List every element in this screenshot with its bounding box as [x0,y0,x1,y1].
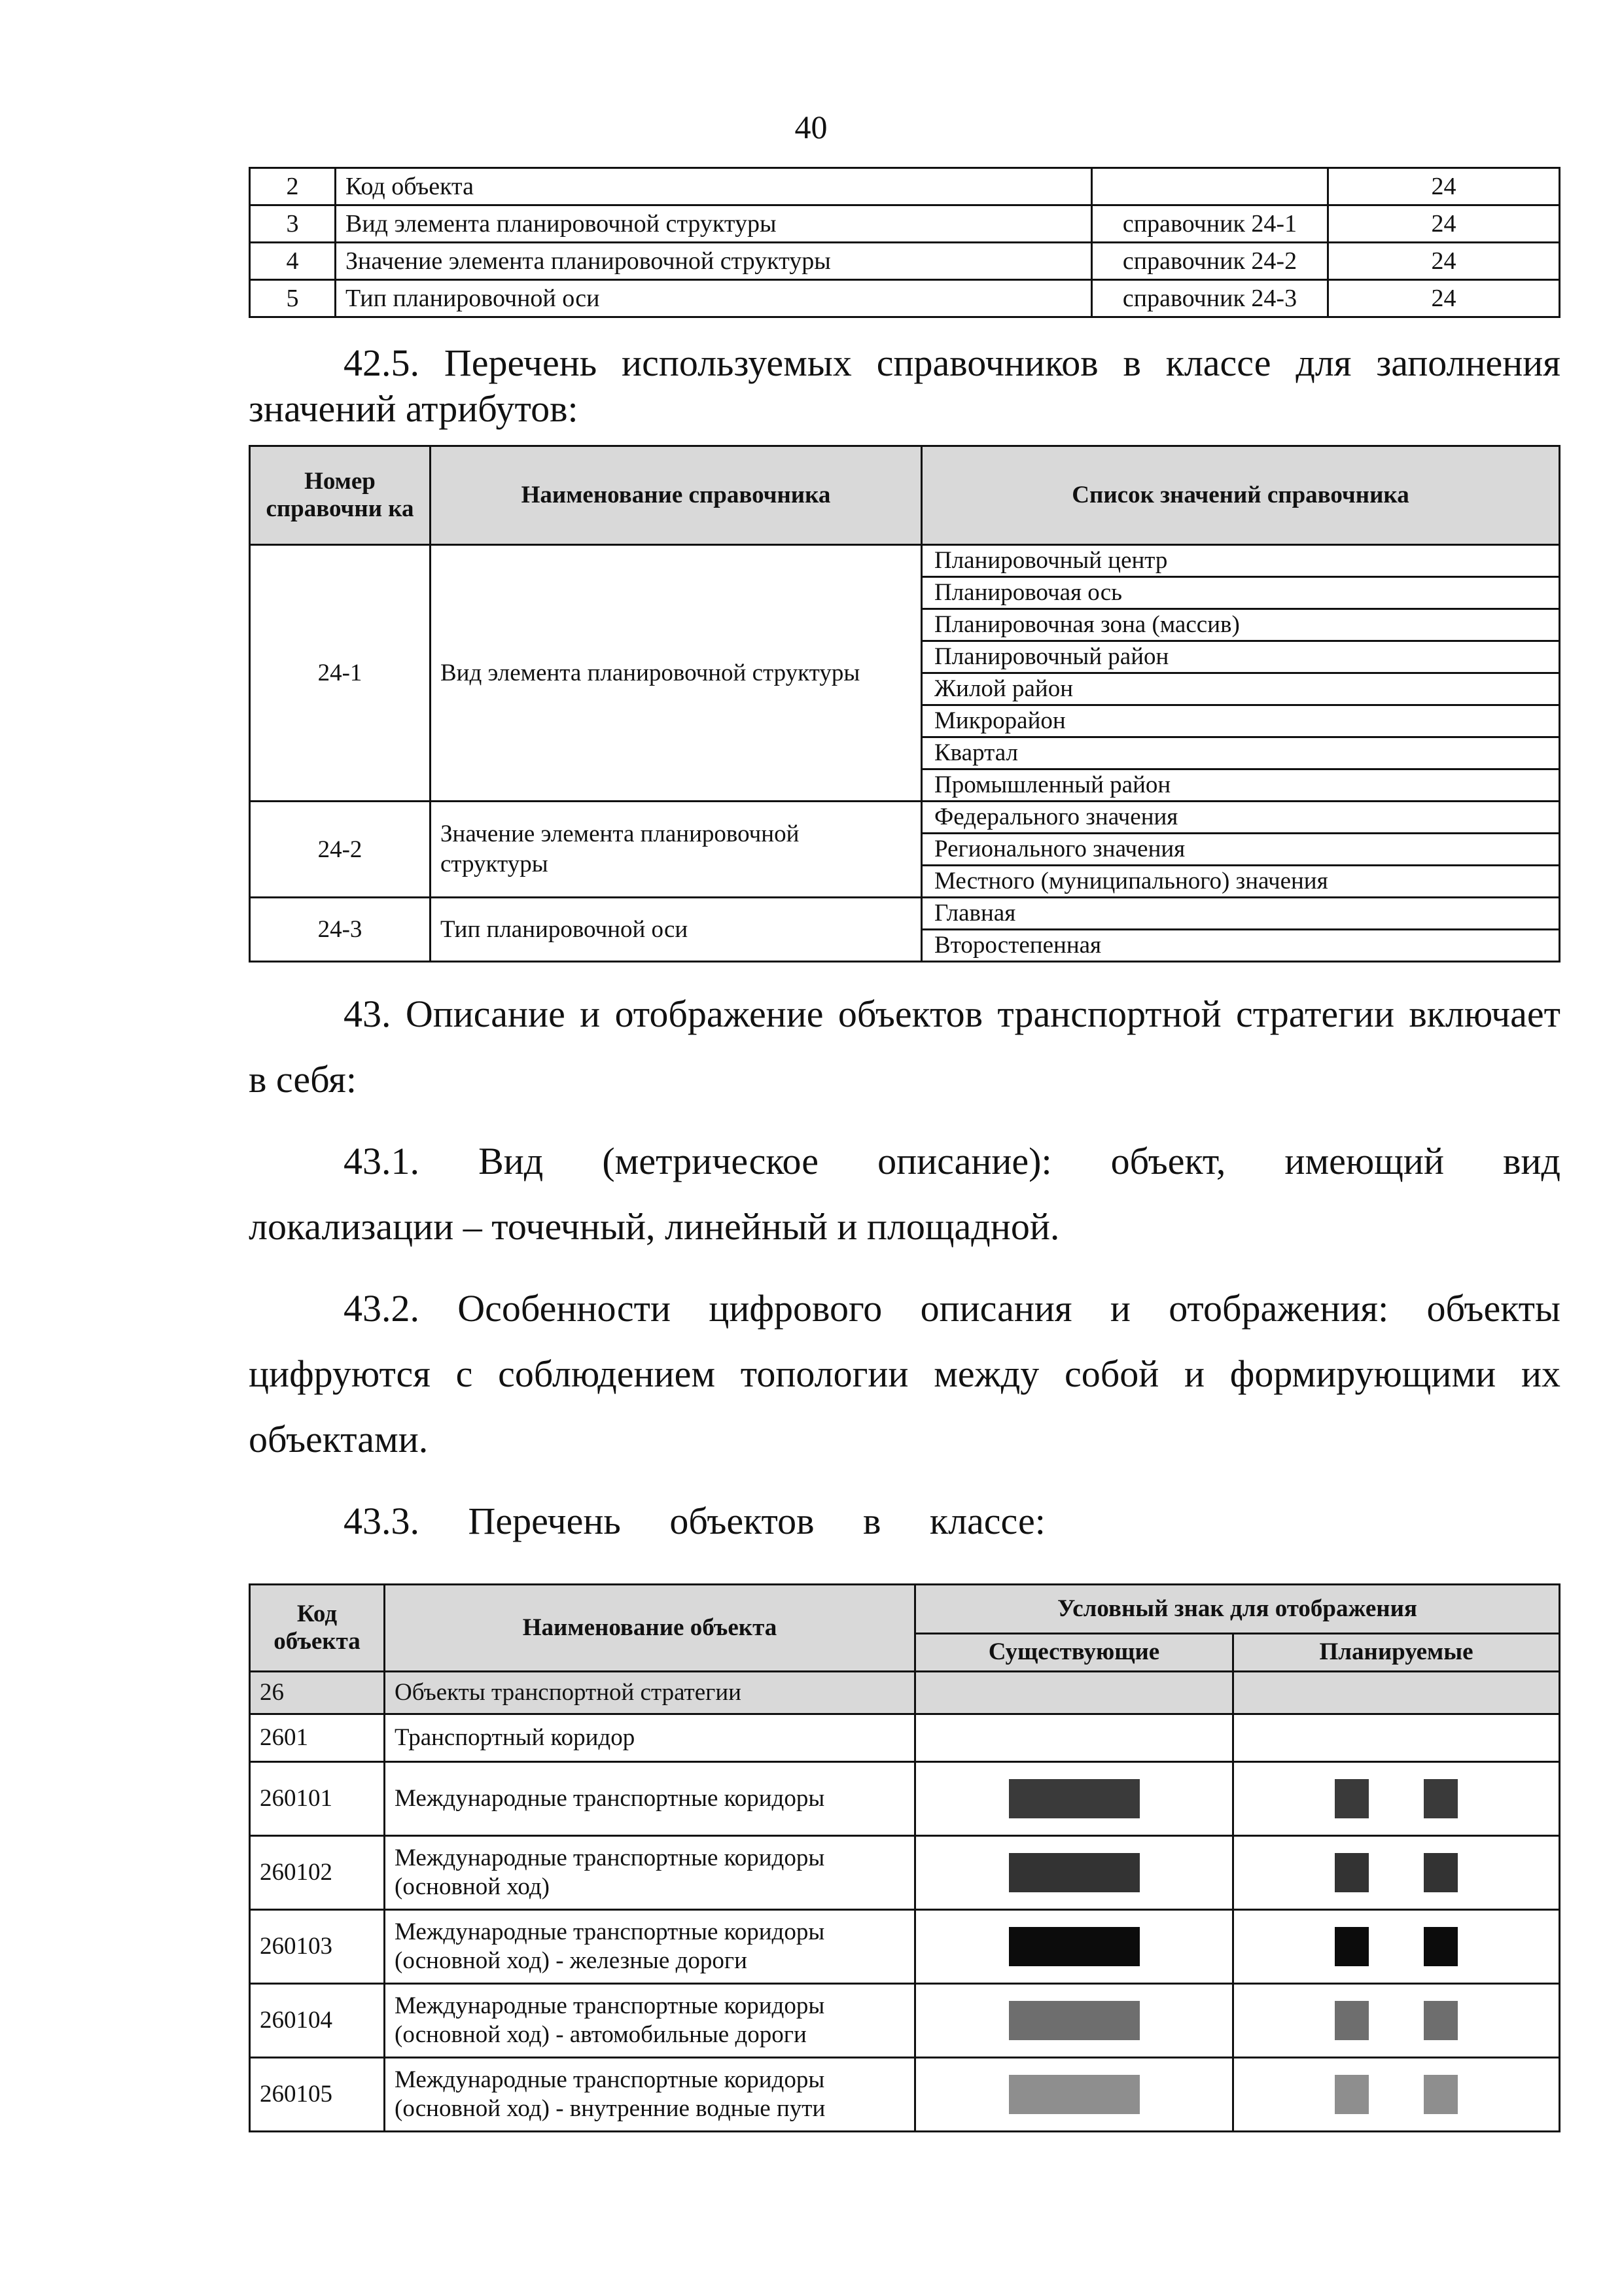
row-number: 5 [250,280,336,317]
dashed-line-symbol [1424,2001,1458,2040]
reference-value: Регионального значения [922,834,1560,866]
paragraph-line: значений атрибутов: [249,387,578,430]
attribute-name: Тип планировочной оси [336,280,1092,317]
solid-line-symbol [1009,2001,1140,2040]
table-row [250,1762,1560,1836]
planned-symbol-cell [1233,1910,1560,1984]
attribute-name: Значение элемента планировочной структуры [336,243,1092,280]
reference-number: 24-2 [250,802,431,898]
paragraph-line: 43.1. Вид (метрическое описание): объект, имеющий вид [344,1140,1560,1182]
reference-name: Значение элемента планировочной структуры [431,802,922,898]
reference-value: Второстепенная [922,930,1560,962]
paragraph-line: цифруются с соблюдением топологии между собой и формирующими их [249,1352,1560,1395]
column-header-code: Код объекта [250,1585,385,1672]
object-name: Международные транспортные коридоры [385,1762,915,1836]
reference-value: Промышленный район [922,769,1560,802]
object-name: Международные транспортные коридоры (основной ход) - железные дороги [385,1910,915,1984]
reference-number: 24-1 [250,545,431,802]
reference-value: Квартал [922,737,1560,769]
object-code: 26 [250,1672,385,1714]
table-row [250,168,1560,205]
reference-value: Планировочая ось [922,577,1560,609]
reference-value: Местного (муниципального) значения [922,866,1560,898]
object-name: Объекты транспортной стратегии [385,1672,915,1714]
column-header-existing: Существующие [915,1633,1233,1671]
dashed-line-symbol [1335,1927,1369,1966]
planned-symbol-cell [1233,1672,1560,1714]
table-row [250,802,1560,834]
reference-name: Тип планировочной оси [431,898,922,962]
dashed-line-symbol [1424,1853,1458,1892]
dashed-line-symbol [1424,1779,1458,1818]
reference-value: Жилой район [922,673,1560,705]
table-row [250,243,1560,280]
column-header-symbol: Условный знак для отображения [915,1585,1560,1634]
existing-symbol-cell [915,1762,1233,1836]
planned-symbol-cell [1233,1714,1560,1762]
object-code: 2601 [250,1714,385,1762]
field-length: 24 [1328,205,1560,243]
paragraph-43-3 [249,1489,1560,1554]
paragraph-43-1 [249,1129,1560,1260]
reference-value: Планировочный район [922,641,1560,673]
reference-name: Вид элемента планировочной структуры [431,545,922,802]
table-row [250,898,1560,930]
existing-symbol-cell [915,1984,1233,2058]
existing-symbol-cell [915,1910,1233,1984]
objects-table [249,1583,1560,2132]
reference-value: Главная [922,898,1560,930]
dashed-line-symbol [1335,1853,1369,1892]
object-name: Транспортный коридор [385,1714,915,1762]
planned-symbol-cell [1233,1984,1560,2058]
reference-value: Планировочная зона (массив) [922,609,1560,641]
column-header-number: Номер справочни ка [250,446,431,545]
column-header-planned: Планируемые [1233,1633,1560,1671]
existing-symbol-cell [915,2058,1233,2132]
paragraph-42-5 [249,330,1560,442]
table-row [250,1836,1560,1910]
attribute-name: Код объекта [336,168,1092,205]
paragraph-line: локализации – точечный, линейный и площадной. [249,1205,1060,1248]
paragraph-43-2 [249,1276,1560,1472]
reference-book: справочник 24-3 [1092,280,1328,317]
field-length: 24 [1328,280,1560,317]
object-code: 260103 [250,1910,385,1984]
object-code: 260102 [250,1836,385,1910]
paragraph-line: объектами. [249,1418,429,1460]
object-name: Международные транспортные коридоры (основной ход) [385,1836,915,1910]
solid-line-symbol [1009,1853,1140,1892]
object-code: 260105 [250,2058,385,2132]
table-row [250,1672,1560,1714]
table-header-row [250,446,1560,545]
solid-line-symbol [1009,2075,1140,2114]
table-row [250,1714,1560,1762]
paragraph-line: 43.3. Перечень объектов в классе: [344,1500,1046,1542]
planned-symbol-cell [1233,1836,1560,1910]
object-name: Международные транспортные коридоры (основной ход) - внутренние водные пути [385,2058,915,2132]
attributes-table [249,167,1560,318]
table-row [250,2058,1560,2132]
paragraph-43 [249,981,1560,1112]
table-row [250,1910,1560,1984]
solid-line-symbol [1009,1779,1140,1818]
paragraph-line: в себя: [249,1058,357,1101]
solid-line-symbol [1009,1927,1140,1966]
row-number: 2 [250,168,336,205]
object-code: 260101 [250,1762,385,1836]
paragraph-line: 43. Описание и отображение объектов транспортной стратегии включает [344,993,1560,1035]
dashed-line-symbol [1335,2001,1369,2040]
column-header-name: Наименование объекта [385,1585,915,1672]
column-header-values: Список значений справочника [922,446,1560,545]
reference-book: справочник 24-2 [1092,243,1328,280]
reference-book [1092,168,1328,205]
table-row [250,1984,1560,2058]
attribute-name: Вид элемента планировочной структуры [336,205,1092,243]
reference-books-table [249,445,1560,963]
row-number: 4 [250,243,336,280]
column-header-name: Наименование справочника [431,446,922,545]
paragraph-line: 43.2. Особенности цифрового описания и отображения: объекты [344,1287,1560,1330]
field-length: 24 [1328,168,1560,205]
dashed-line-symbol [1335,1779,1369,1818]
dashed-line-symbol [1335,2075,1369,2114]
reference-value: Планировочный центр [922,545,1560,577]
object-code: 260104 [250,1984,385,2058]
dashed-line-symbol [1424,1927,1458,1966]
object-name: Международные транспортные коридоры (основной ход) - автомобильные дороги [385,1984,915,2058]
existing-symbol-cell [915,1672,1233,1714]
existing-symbol-cell [915,1714,1233,1762]
table-row [250,280,1560,317]
dashed-line-symbol [1424,2075,1458,2114]
planned-symbol-cell [1233,2058,1560,2132]
reference-number: 24-3 [250,898,431,962]
paragraph-line: 42.5. Перечень используемых справочников в классе для заполнения [344,342,1560,384]
reference-value: Федерального значения [922,802,1560,834]
table-header-row [250,1585,1560,1634]
reference-book: справочник 24-1 [1092,205,1328,243]
field-length: 24 [1328,243,1560,280]
existing-symbol-cell [915,1836,1233,1910]
planned-symbol-cell [1233,1762,1560,1836]
page-number: 40 [794,109,828,145]
reference-value: Микрорайон [922,705,1560,737]
table-row [250,545,1560,577]
row-number: 3 [250,205,336,243]
table-row [250,205,1560,243]
